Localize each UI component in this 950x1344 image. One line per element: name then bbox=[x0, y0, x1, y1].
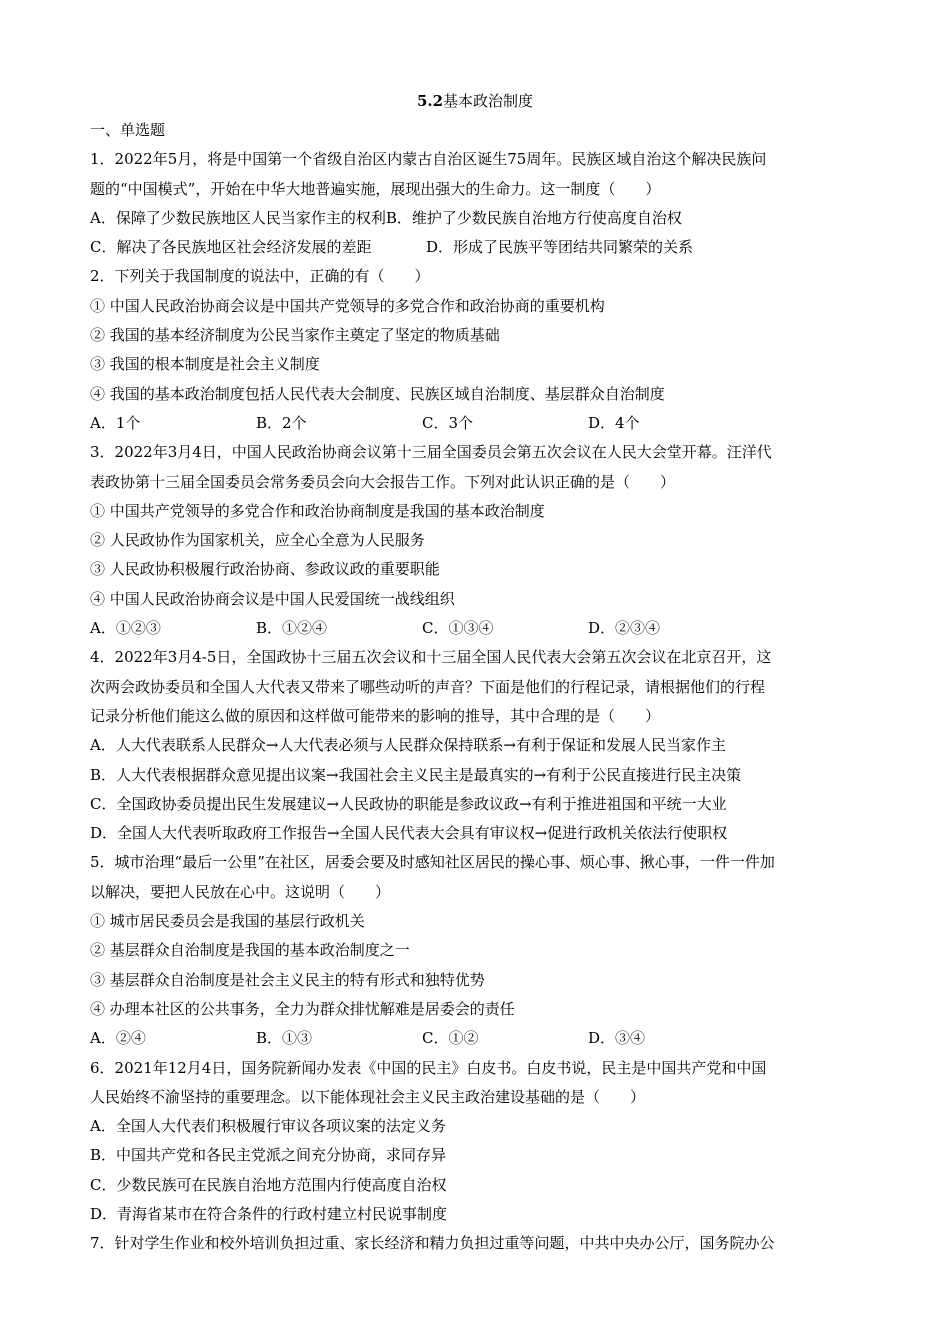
option-c: C．①③④ bbox=[422, 619, 494, 638]
question-4-line-1: 4．2022年3月4-5日，全国政协十三届五次会议和十三届全国人民代表大会第五次会议在北京召开，这 bbox=[90, 648, 772, 667]
option-c: C．①② bbox=[422, 1029, 479, 1048]
question-6-line-2: 人民始终不渝坚持的重要理念。以下能体现社会主义民主政治建设基础的是（ ） bbox=[90, 1087, 646, 1106]
title-text: 基本政治制度 bbox=[443, 92, 534, 110]
question-5-line-2: 以解决，要把人民放在心中。这说明（ ） bbox=[90, 882, 391, 901]
option-b: B．①③ bbox=[256, 1029, 313, 1048]
question-1-line-1: 1．2022年5月，将是中国第一个省级自治区内蒙古自治区诞生75周年。民族区域自治这个解决民族问 bbox=[90, 150, 767, 169]
option-c: C．全国政协委员提出民生发展建议→人民政协的职能是参政议政→有利于推进祖国和平统一大业 bbox=[90, 794, 727, 813]
question-1-line-2: 题的“中国模式”，开始在中华大地普遍实施，展现出强大的生命力。这一制度（ ） bbox=[90, 179, 661, 198]
question-3-options bbox=[90, 614, 860, 643]
title-number: 5.2 bbox=[416, 92, 444, 110]
question-2-options bbox=[90, 409, 860, 438]
option-a: A．保障了少数民族地区人民当家作主的权利 bbox=[90, 208, 386, 227]
option-c: C．3个 bbox=[422, 413, 474, 432]
section-heading: 一、单选题 bbox=[90, 121, 166, 139]
question-7 bbox=[90, 1229, 860, 1258]
question-6-line-1: 6．2021年12月4日，国务院新闻办发表《中国的民主》白皮书。白皮书说，民主是中国共产党和中国 bbox=[90, 1058, 767, 1077]
statement-2: ② 基层群众自治制度是我国的基本政治制度之一 bbox=[90, 941, 410, 960]
question-4-line-2: 次两会政协委员和全国人大代表又带来了哪些动听的声音？下面是他们的行程记录，请根据他们的行程 bbox=[90, 677, 766, 696]
statement-1: ① 中国人民政治协商会议是中国共产党领导的多党合作和政治协商的重要机构 bbox=[90, 296, 605, 315]
question-3-line-1: 3．2022年3月4日，中国人民政治协商会议第十三届全国委员会第五次会议在人民大会堂开幕。汪洋代 bbox=[90, 443, 772, 462]
question-content bbox=[90, 116, 860, 1259]
statement-3: ③ 基层群众自治制度是社会主义民主的特有形式和独特优势 bbox=[90, 970, 485, 989]
question-2 bbox=[90, 262, 860, 438]
option-a: A．②④ bbox=[90, 1029, 146, 1048]
statement-4: ④ 中国人民政治协商会议是中国人民爱国统一战线组织 bbox=[90, 589, 455, 608]
option-b: B．中国共产党和各民主党派之间充分协商，求同存异 bbox=[90, 1146, 447, 1165]
statement-3: ③ 人民政协积极履行政治协商、参政议政的重要职能 bbox=[90, 560, 440, 579]
statement-4: ④ 办理本社区的公共事务，全力为群众排忧解难是居委会的责任 bbox=[90, 999, 515, 1018]
question-1-options-cd bbox=[90, 233, 860, 262]
question-2-stem: 2．下列关于我国制度的说法中，正确的有（ ） bbox=[90, 267, 430, 286]
statement-4: ④ 我国的基本政治制度包括人民代表大会制度、民族区域自治制度、基层群众自治制度 bbox=[90, 384, 665, 403]
option-d: D．全国人大代表听取政府工作报告→全国人民代表大会具有审议权→促进行政机关依法行使职权 bbox=[90, 824, 728, 843]
question-5 bbox=[90, 848, 860, 1053]
statement-2: ② 人民政协作为国家机关，应全心全意为人民服务 bbox=[90, 531, 425, 550]
option-b: B．2个 bbox=[256, 413, 307, 432]
question-5-line-1: 5．城市治理“最后一公里”在社区，居委会要及时感知社区居民的操心事、烦心事、揪心事，一件一件加 bbox=[90, 853, 775, 872]
statement-1: ① 中国共产党领导的多党合作和政治协商制度是我国的基本政治制度 bbox=[90, 501, 545, 520]
option-a: A．全国人大代表们积极履行审议各项议案的法定义务 bbox=[90, 1117, 446, 1136]
page-title bbox=[0, 90, 950, 112]
option-a: A．①②③ bbox=[90, 619, 161, 638]
question-4 bbox=[90, 643, 860, 848]
option-c: C．解决了各民族地区社会经济发展的差距 bbox=[90, 238, 372, 257]
question-4-line-3: 记录分析他们能这么做的原因和这样做可能带来的影响的推导，其中合理的是（ ） bbox=[90, 706, 661, 725]
option-a: A．1个 bbox=[90, 413, 141, 432]
statement-2: ② 我国的基本经济制度为公民当家作主奠定了坚定的物质基础 bbox=[90, 326, 500, 345]
statement-3: ③ 我国的根本制度是社会主义制度 bbox=[90, 355, 320, 374]
question-1 bbox=[90, 145, 860, 262]
question-7-line-1: 7．针对学生作业和校外培训负担过重、家长经济和精力负担过重等问题，中共中央办公厅，国务院办公 bbox=[90, 1234, 775, 1253]
option-a: A．人大代表联系人民群众→人大代表必须与人民群众保持联系→有利于保证和发展人民当家作主 bbox=[90, 736, 726, 755]
option-d: D．②③④ bbox=[588, 619, 661, 638]
option-c: C．少数民族可在民族自治地方范围内行使高度自治权 bbox=[90, 1175, 447, 1194]
option-b: B．人大代表根据群众意见提出议案→我国社会主义民主是最真实的→有利于公民直接进行民主决策 bbox=[90, 765, 742, 784]
question-1-options-ab bbox=[90, 204, 860, 233]
option-d: D．4个 bbox=[588, 413, 640, 432]
question-3-line-2: 表政协第十三届全国委员会常务委员会向大会报告工作。下列对此认识正确的是（ ） bbox=[90, 472, 676, 491]
option-d: D．形成了民族平等团结共同繁荣的关系 bbox=[426, 238, 694, 257]
option-d: D．③④ bbox=[588, 1029, 646, 1048]
question-5-options bbox=[90, 1024, 860, 1053]
statement-1: ① 城市居民委员会是我国的基层行政机关 bbox=[90, 912, 365, 931]
question-6 bbox=[90, 1054, 860, 1230]
option-d: D．青海省某市在符合条件的行政村建立村民说事制度 bbox=[90, 1204, 448, 1223]
question-3 bbox=[90, 438, 860, 643]
option-b: B．①②④ bbox=[256, 619, 328, 638]
option-b: B．维护了少数民族自治地方行使高度自治权 bbox=[385, 208, 682, 227]
